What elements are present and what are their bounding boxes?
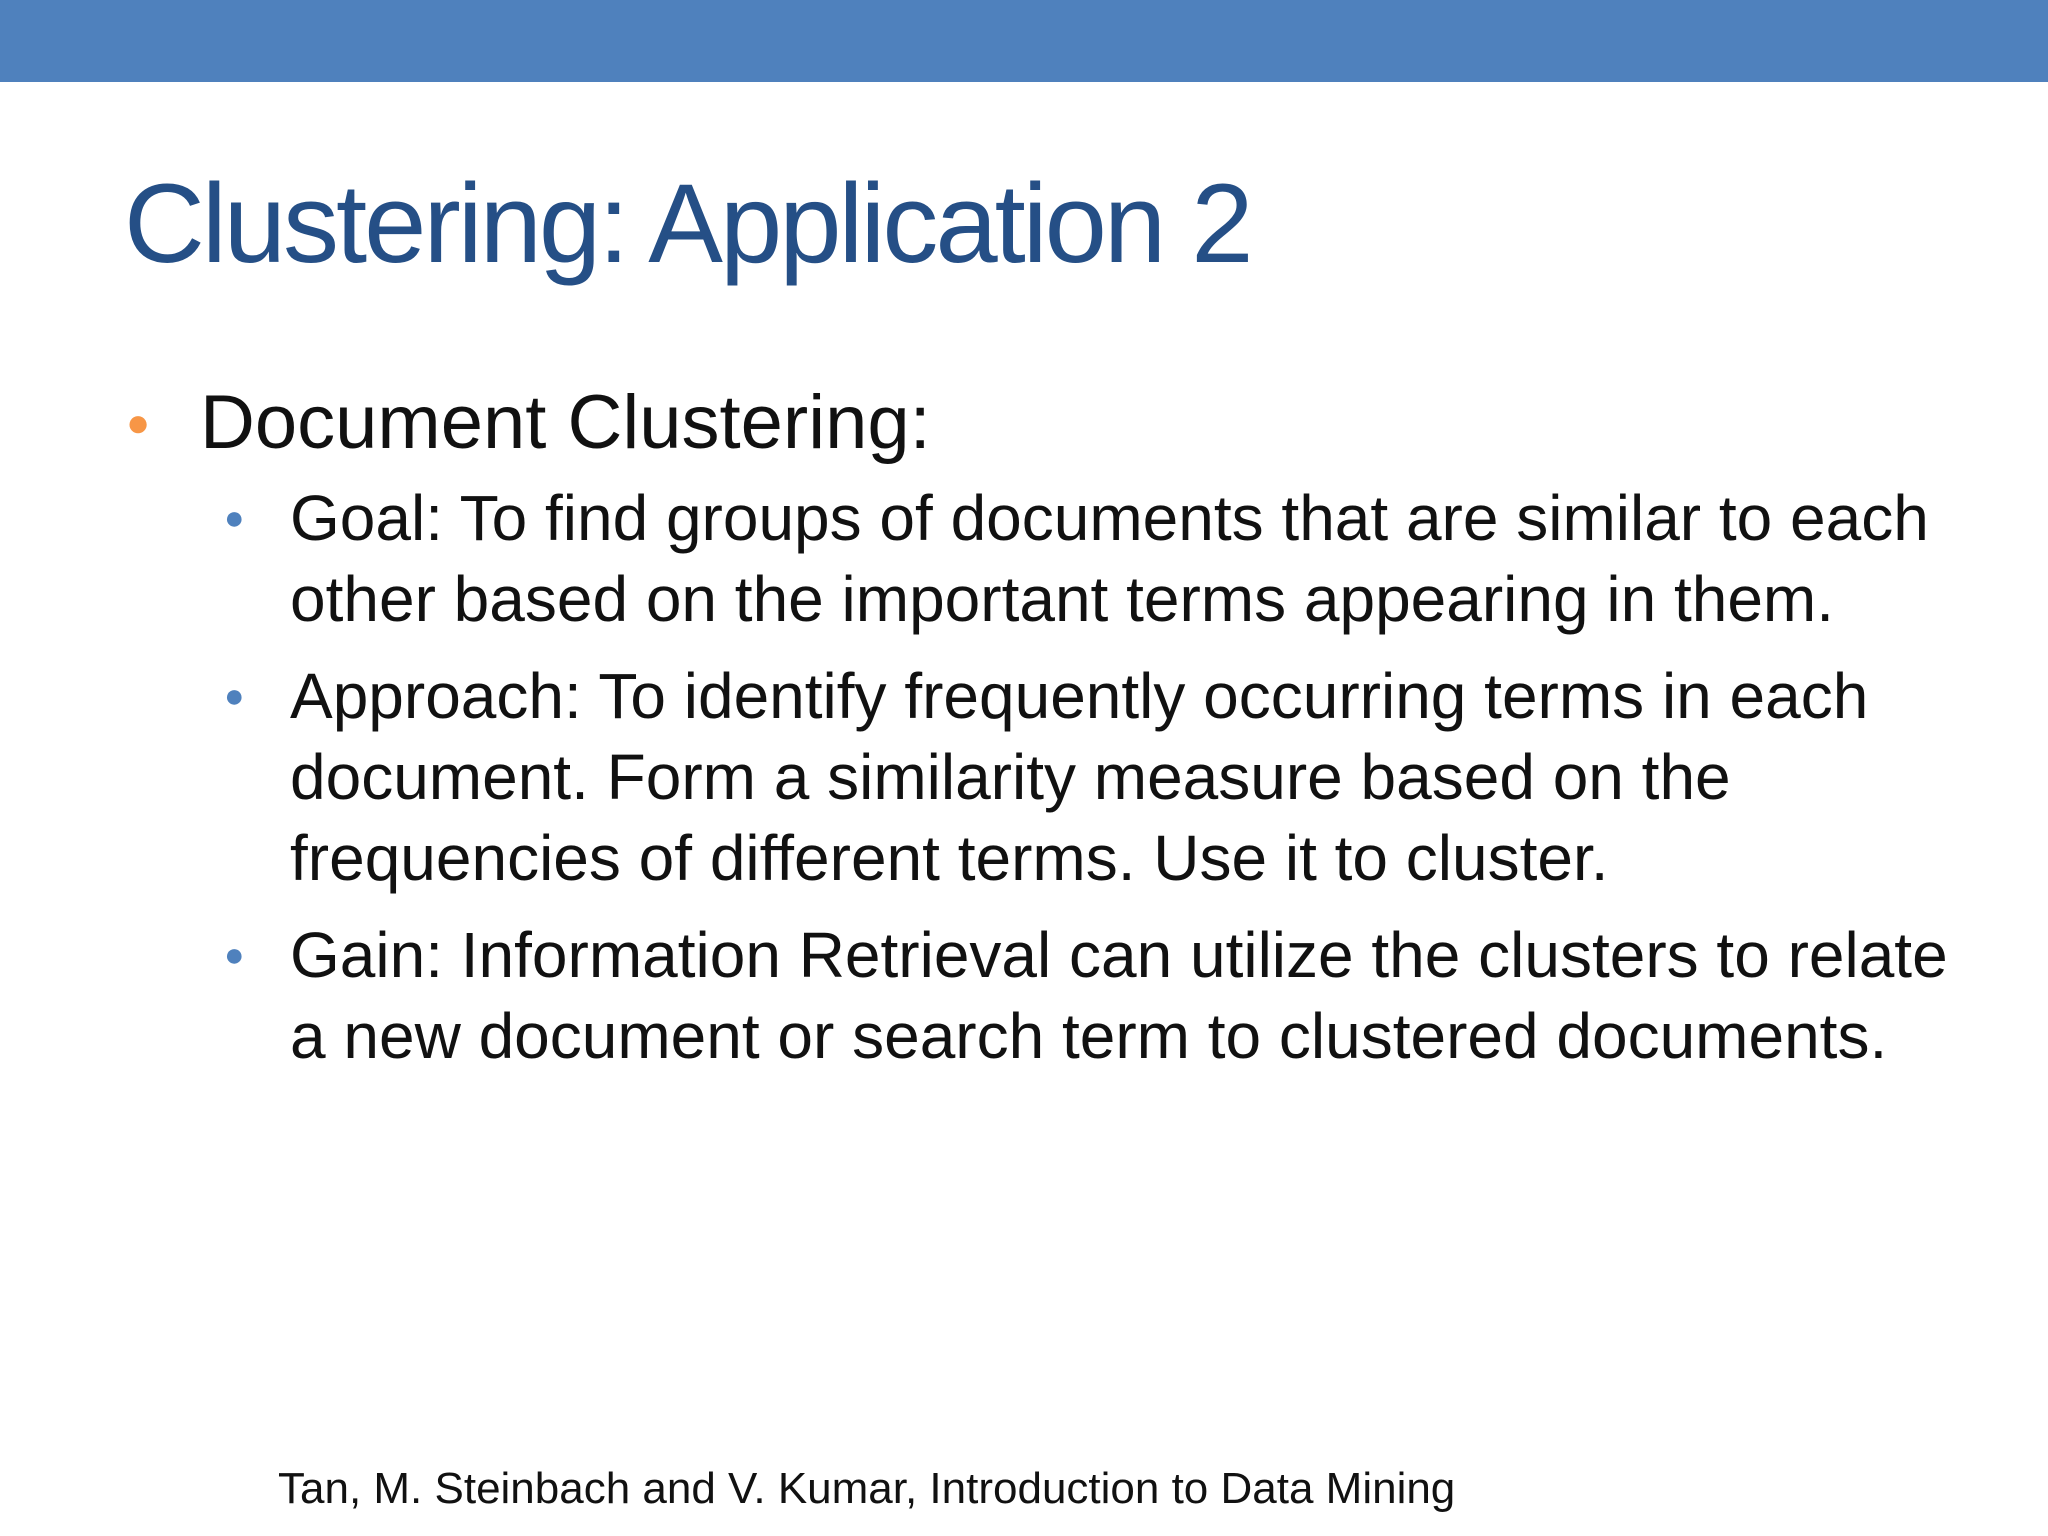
slide-title: Clustering: Application 2 xyxy=(124,161,1251,286)
sub-bullet-gain xyxy=(224,915,1984,1077)
sub-bullet-text: Approach: To identify frequently occurring terms in each document. Form a similarity measure based on the frequencies of different terms. Use it to cluster. xyxy=(290,660,1869,894)
sub-bullet-list xyxy=(224,478,1984,1077)
bullet-dot-icon: ● xyxy=(224,499,245,537)
slide-citation: Tan, M. Steinbach and V. Kumar, Introduction to Data Mining xyxy=(278,1464,1456,1513)
sub-bullet-approach xyxy=(224,656,1984,899)
bullet-dot-icon: ● xyxy=(126,401,151,445)
bullet-dot-icon: ● xyxy=(224,936,245,974)
bullet-dot-icon: ● xyxy=(224,677,245,715)
header-accent-bar xyxy=(0,0,2048,82)
sub-bullet-text: Goal: To find groups of documents that are similar to each other based on the important terms appearing in them. xyxy=(290,482,1929,635)
sub-bullet-text: Gain: Information Retrieval can utilize the clusters to relate a new document or search term to clustered documents. xyxy=(290,919,1948,1072)
sub-bullet-goal xyxy=(224,478,1984,640)
bullet-text: Document Clustering: xyxy=(200,380,931,465)
